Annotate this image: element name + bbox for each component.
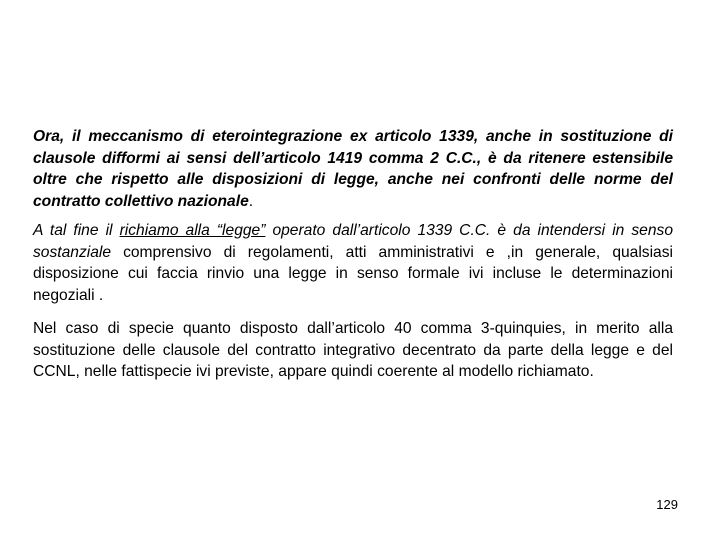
- paragraph-2-article-ref: operato dall’articolo 1339 C.C.: [265, 222, 491, 239]
- paragraph-3-text: Nel caso di specie quanto disposto dall’articolo 40 comma 3-quinquies, in merito alla sostituzione delle clausole del contratto integrativo decentrato da parte della legge e del CCNL, nelle fattispecie ivi previste, appare quindi coerente al modello richiamato.: [33, 320, 673, 380]
- body-text: [33, 126, 673, 383]
- paragraph-2: [33, 220, 673, 306]
- paragraph-2-interpretation: è da intendersi in senso sostanziale: [33, 222, 673, 261]
- paragraph-2-underlined-phrase: richiamo alla “legge”: [119, 222, 266, 239]
- paragraph-1: [33, 126, 673, 212]
- paragraph-1-text: Ora, il meccanismo di eterointegrazione ex articolo 1339, anche in sostituzione di clausole difformi ai sensi dell’articolo 1419 comma 2 C.C., è da ritenere estensibile oltre che rispetto alle disposizioni di legge, anche nei confronti delle norme del contratto collettivo nazionale: [33, 128, 673, 210]
- paragraph-1-period: .: [248, 192, 254, 210]
- page-number: 129: [656, 497, 678, 512]
- paragraph-2-intro: A tal fine il: [33, 222, 120, 239]
- paragraph-3: [33, 318, 673, 383]
- paragraph-2-body: comprensivo di regolamenti, atti amministrativi e ,in generale, qualsiasi disposizione cui faccia rinvio una legge in senso formale ivi incluse le determinazioni negoziali .: [33, 243, 673, 304]
